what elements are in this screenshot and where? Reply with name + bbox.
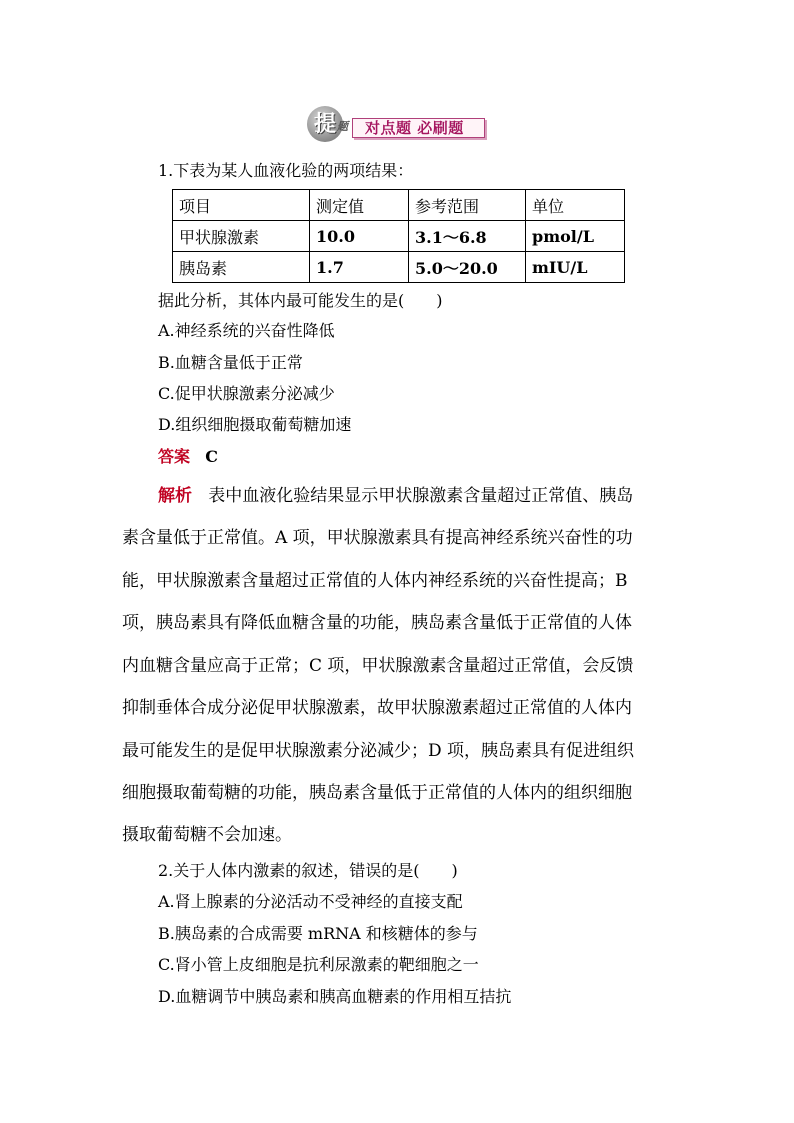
- analysis-line: 素含量低于正常值。A 项，甲状腺激素具有提高神经系统兴奋性的功: [122, 528, 633, 548]
- q2-option-d: D.血糖调节中胰岛素和胰高血糖素的作用相互拮抗: [158, 987, 512, 1006]
- table-cell: 胰岛素: [173, 252, 310, 283]
- analysis-line: 抑制垂体合成分泌促甲状腺激素，故甲状腺激素超过正常值的人体内: [122, 698, 632, 718]
- table-header-cell: 项目: [173, 190, 310, 221]
- option-b: B.血糖含量低于正常: [158, 353, 303, 372]
- table-cell: 10.0: [310, 221, 409, 252]
- answer-value: C: [205, 447, 219, 466]
- banner-badge-icon: 提: [307, 106, 343, 142]
- q2-option-c: C.肾小管上皮细胞是抗利尿激素的靶细胞之一: [158, 955, 479, 974]
- table-cell: 3.1～6.8: [409, 221, 526, 252]
- table-cell: 甲状腺激素: [173, 221, 310, 252]
- analysis-line: [158, 481, 678, 506]
- table-cell: pmol/L: [526, 221, 625, 252]
- banner-title-box: [352, 118, 485, 138]
- banner-title: 对点题 必刷题: [365, 119, 464, 137]
- analysis-line: 项，胰岛素具有降低血糖含量的功能，胰岛素含量低于正常值的人体: [122, 613, 632, 633]
- question-1-stem: 1.下表为某人血液化验的两项结果：: [158, 161, 414, 180]
- table-row: [173, 252, 625, 283]
- answer-line: [158, 447, 218, 467]
- answer-label: 答案: [158, 447, 191, 466]
- table-cell: 1.7: [310, 252, 409, 283]
- analysis-line: 最可能发生的是促甲状腺激素分泌减少；D 项，胰岛素具有促进组织: [122, 741, 635, 761]
- banner-badge-subtext: 题: [337, 120, 348, 133]
- analysis-line: 能，甲状腺激素含量超过正常值的人体内神经系统的兴奋性提高；B: [122, 571, 628, 591]
- option-a: A.神经系统的兴奋性降低: [158, 321, 335, 340]
- analysis-line: 细胞摄取葡萄糖的功能，胰岛素含量低于正常值的人体内的组织细胞: [122, 783, 632, 803]
- analysis-line: 内血糖含量应高于正常；C 项，甲状腺激素含量超过正常值，会反馈: [122, 656, 634, 676]
- table-row: [173, 221, 625, 252]
- table-header-cell: 单位: [526, 190, 625, 221]
- q2-option-a: A.肾上腺素的分泌活动不受神经的直接支配: [158, 892, 463, 911]
- option-c: C.促甲状腺激素分泌减少: [158, 384, 335, 403]
- analysis-text: 表中血液化验结果显示甲状腺激素含量超过正常值、胰岛: [208, 486, 634, 506]
- table-cell: 5.0～20.0: [409, 252, 526, 283]
- analysis-label: 解析: [158, 486, 192, 506]
- blood-test-table: [172, 189, 625, 283]
- analysis-line: 摄取葡萄糖不会加速。: [122, 825, 292, 845]
- table-header-cell: 参考范围: [409, 190, 526, 221]
- table-cell: mIU/L: [526, 252, 625, 283]
- question-2-stem: 2.关于人体内激素的叙述，错误的是( ): [158, 861, 458, 880]
- q2-option-b: B.胰岛素的合成需要 mRNA 和核糖体的参与: [158, 924, 478, 943]
- question-1-prompt: 据此分析，其体内最可能发生的是( ): [158, 291, 443, 310]
- option-d: D.组织细胞摄取葡萄糖加速: [158, 415, 352, 434]
- section-banner: [307, 106, 487, 142]
- table-header-cell: 测定值: [310, 190, 409, 221]
- table-header-row: [173, 190, 625, 221]
